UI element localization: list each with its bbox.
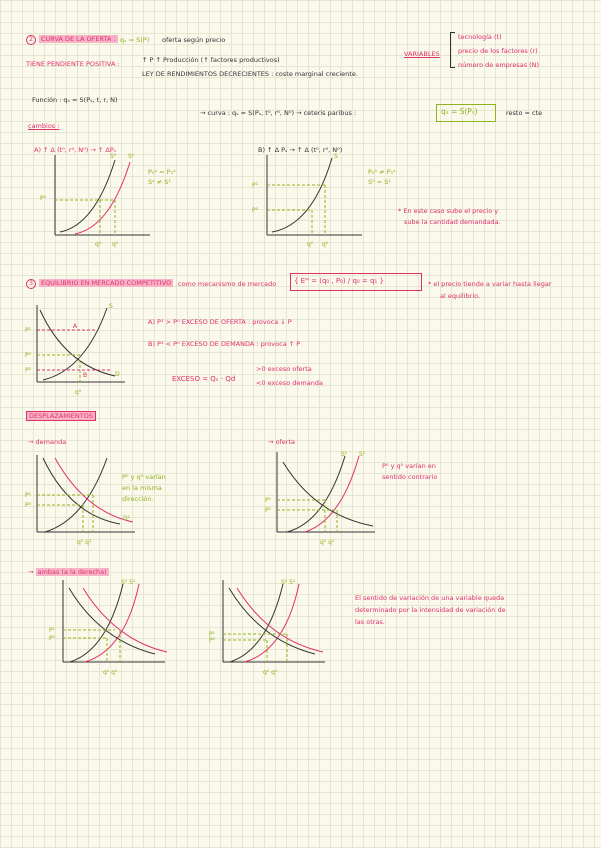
graph-b-equation: S⁰ = S¹ — [368, 178, 392, 186]
both-shift-note: El sentido de variación de una variable queda — [355, 594, 505, 602]
graph-b-equation: P₀ᵃ ≠ P₁ᵃ — [368, 168, 396, 176]
variable-item: tecnología (t) — [458, 33, 502, 41]
supply-shift-graph-a — [40, 150, 160, 250]
svg-text:P⁰: P⁰ — [209, 637, 216, 644]
slope-reason-2: LEY DE RENDIMIENTOS DECRECIENTES : coste marginal creciente. — [142, 70, 358, 78]
equilibrium-note: * el precio tiende a variar hasta llegar — [428, 280, 552, 288]
svg-text:D: D — [115, 371, 120, 378]
demand-shift-label: → demanda — [28, 438, 67, 446]
variables-label: VARIABLES — [404, 50, 440, 58]
svg-text:S⁰ S¹: S⁰ S¹ — [281, 579, 296, 586]
svg-text:P¹: P¹ — [25, 492, 32, 499]
svg-text:q⁰ q¹: q⁰ q¹ — [103, 669, 118, 676]
demand-shift-note: P⁰ y q⁰ varían — [122, 473, 166, 481]
supply-formula: qₛ = S(P) — [120, 36, 150, 44]
svg-text:P¹: P¹ — [25, 327, 32, 334]
demand-shift-note: dirección. — [122, 495, 154, 503]
section-title: CURVA DE LA OFERTA : — [41, 35, 116, 43]
slope-label: TIENE PENDIENTE POSITIVA : — [26, 60, 120, 68]
svg-text:A: A — [73, 323, 78, 330]
svg-text:S⁰ S¹: S⁰ S¹ — [121, 579, 136, 586]
svg-text:P²: P² — [25, 367, 32, 374]
svg-text:S¹: S¹ — [128, 153, 135, 160]
excess-positive: >0 exceso oferta — [256, 365, 312, 373]
svg-text:S¹: S¹ — [359, 451, 366, 458]
variable-item: precio de los factores (r) — [458, 47, 538, 55]
supply-formula-note: oferta según precio — [162, 36, 226, 44]
section3-heading — [26, 279, 173, 289]
equilibrium-graph — [25, 300, 135, 400]
svg-text:P¹: P¹ — [252, 182, 259, 189]
supply-curve-text: → curva : qₛ = S(Pₛ, t⁰, r⁰, N⁰) → ceteris paribus : — [200, 109, 357, 117]
svg-text:q⁰: q⁰ — [75, 389, 82, 396]
svg-text:P⁰: P⁰ — [49, 635, 56, 642]
svg-text:S⁰: S⁰ — [110, 153, 117, 160]
graph-b-title: B) ↑ Δ Pₛ → ↑ Δ (t⁰, r⁰, N⁰) — [258, 146, 343, 154]
supply-shift-note: P⁰ y q⁰ varían en — [382, 462, 436, 470]
svg-text:q⁰ q¹: q⁰ q¹ — [320, 539, 335, 546]
equilibrium-formula: { Eᴹ = (q₀ , P₀) / q₀ = q₁ } — [294, 277, 384, 285]
supply-movement-graph-b — [252, 150, 372, 250]
supply-label-text: oferta — [275, 438, 295, 446]
both-shift-graph-2 — [205, 578, 330, 678]
excess-formula: EXCESO = Qₛ - Qd — [172, 375, 236, 383]
both-label-text: ambas (a la derecha) — [37, 568, 107, 576]
case-a-excess-supply: A) P¹ > P⁰ EXCESO DE OFERTA : provoca ↓ P — [148, 318, 292, 326]
svg-text:q⁰ q¹: q⁰ q¹ — [77, 539, 92, 546]
supply-shift-label: → oferta — [268, 438, 295, 446]
svg-text:P¹: P¹ — [49, 627, 56, 634]
both-shift-note: determinado por la intensidad de variación de — [355, 606, 506, 614]
case-b-excess-demand: B) P¹ < P⁰ EXCESO DE DEMANDA : provoca ↑ P — [148, 340, 301, 348]
section-title: EQUILIBRIO EN MERCADO COMPETITIVO — [41, 279, 172, 287]
supply-shift-graph — [265, 450, 385, 545]
variables-bracket — [450, 32, 455, 68]
section3-subtitle: como mecanismo de mercado — [178, 280, 277, 288]
svg-text:q⁰: q⁰ — [307, 241, 314, 248]
svg-text:P⁰: P⁰ — [40, 195, 47, 202]
boxed-supply-formula: qₛ = S(Pₛ) — [441, 107, 478, 116]
graph-a-title: A) ↑ Δ (t⁰, r⁰, N⁰) → ↑ ΔPₛ — [34, 146, 117, 154]
shifts-title-text: DESPLAZAMIENTOS — [26, 411, 96, 421]
supply-function: Función : qₛ = S(Pₛ, t, r, N) — [32, 96, 118, 104]
supply-shift-note: sentido contrario — [382, 473, 438, 481]
svg-text:S: S — [109, 303, 113, 310]
svg-text:q¹: q¹ — [112, 241, 119, 248]
svg-text:q⁰: q⁰ — [95, 241, 102, 248]
svg-text:P⁰: P⁰ — [265, 497, 272, 504]
svg-text:B: B — [83, 372, 88, 379]
graph-b-note: sube la cantidad demandada. — [404, 218, 501, 226]
rest-constant-label: resto = cte — [506, 109, 543, 117]
svg-text:P⁰: P⁰ — [252, 207, 259, 214]
svg-text:S⁰: S⁰ — [341, 451, 348, 458]
shifts-title — [26, 412, 96, 420]
graph-b-note: * En este caso sube el precio y — [398, 207, 499, 215]
changes-label: cambios : — [28, 122, 60, 130]
svg-text:P⁰: P⁰ — [25, 502, 32, 509]
excess-negative: <0 exceso demanda — [256, 379, 323, 387]
svg-text:S: S — [334, 153, 338, 160]
section-number: 3 — [26, 279, 36, 289]
svg-text:P¹: P¹ — [209, 631, 216, 638]
svg-text:P¹: P¹ — [265, 507, 272, 514]
graph-a-equation: P₀ᵃ = P₁ᵃ — [148, 168, 176, 176]
slope-reason-1: ↑ P ↑ Producción (↑ factores productivos) — [142, 56, 280, 64]
svg-text:P⁰: P⁰ — [25, 352, 32, 359]
variable-item: número de empresas (N) — [458, 61, 540, 69]
svg-text:D¹: D¹ — [123, 515, 131, 522]
demand-shift-note: en la misma — [122, 484, 162, 492]
section2-heading — [26, 35, 118, 45]
both-shift-graph-1 — [45, 578, 170, 678]
equilibrium-note: al equilibrio. — [440, 292, 481, 300]
svg-text:q¹: q¹ — [322, 241, 329, 248]
section-number: 2 — [26, 35, 36, 45]
demand-label-text: demanda — [35, 438, 67, 446]
both-shift-note: las otras. — [355, 618, 385, 626]
both-shift-label: → ambas (a la derecha) — [28, 568, 107, 576]
svg-text:q⁰ q¹: q⁰ q¹ — [263, 669, 278, 676]
graph-a-equation: Sᵃ ≠ S¹ — [148, 178, 171, 186]
